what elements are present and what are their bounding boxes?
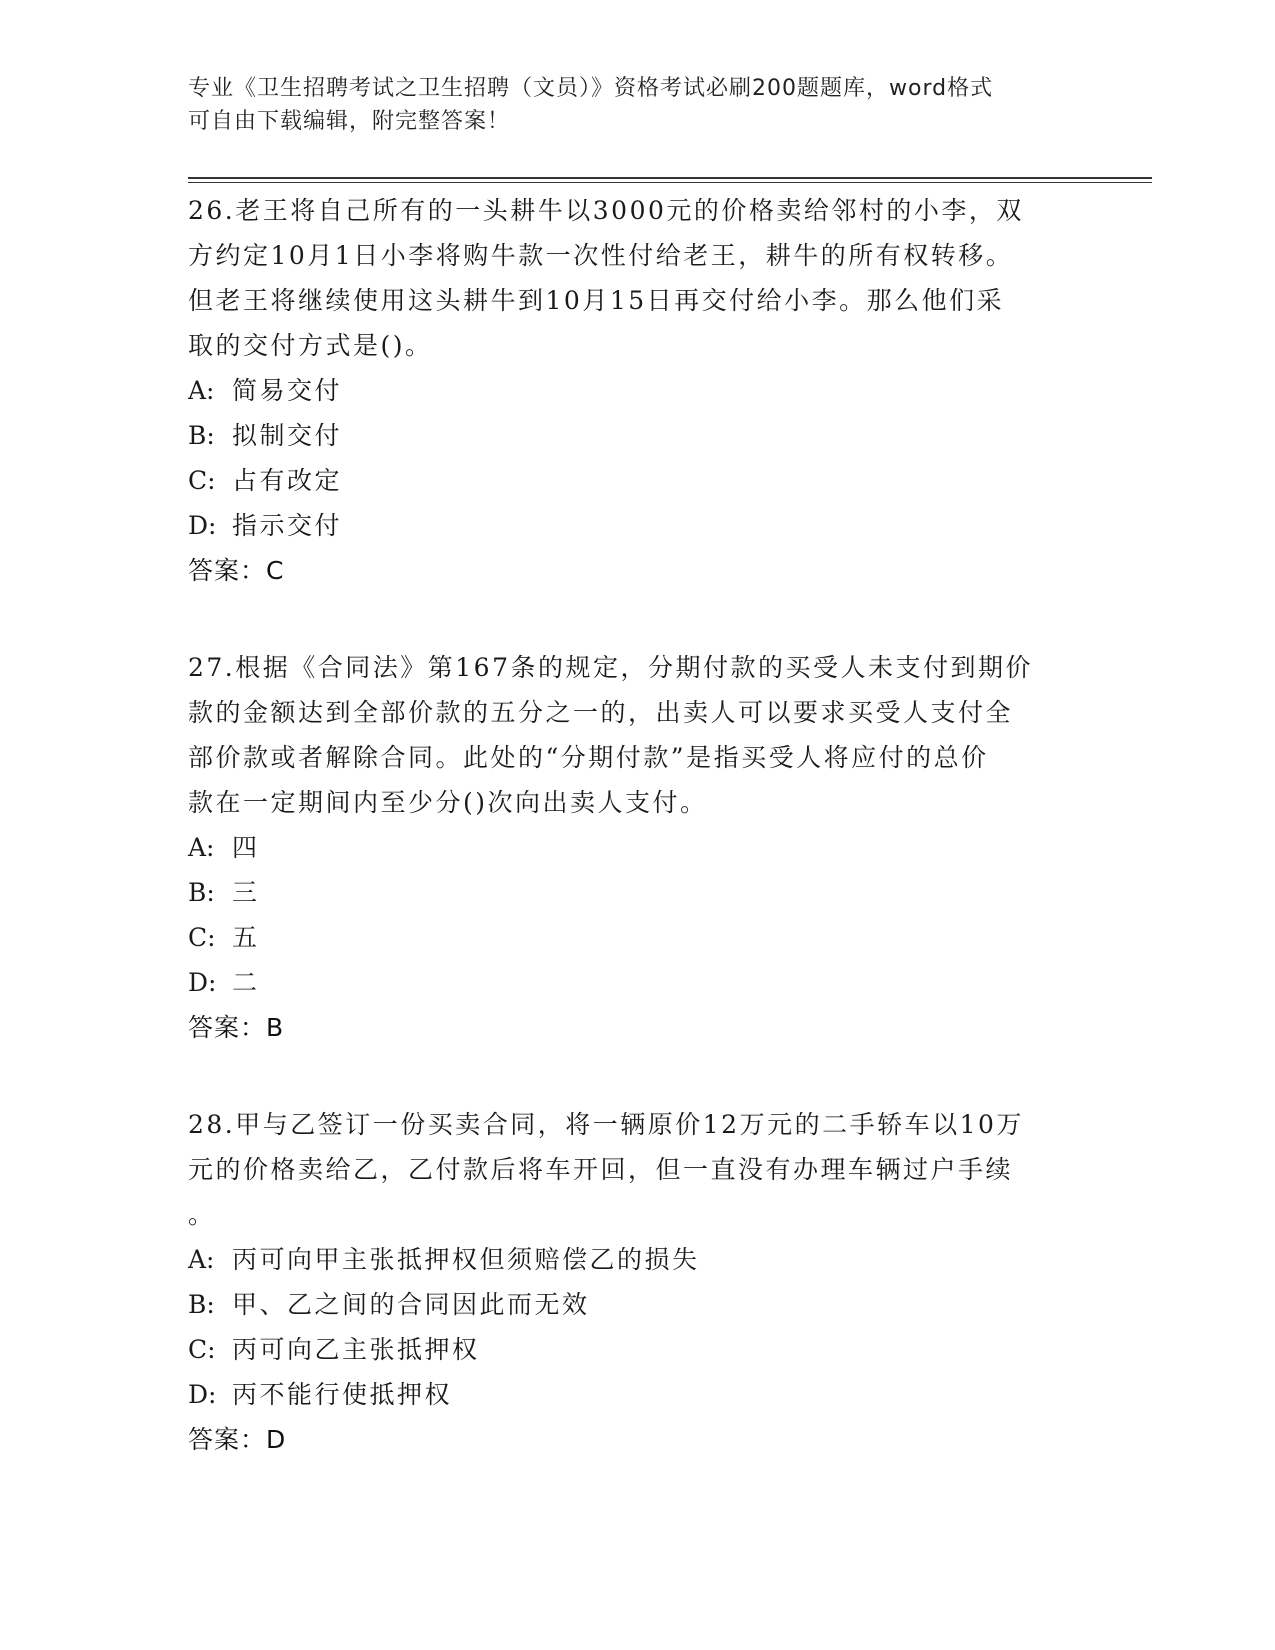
option-a xyxy=(188,368,1068,413)
option-letter: C: xyxy=(188,923,216,952)
question-stem-line: 方约定10月1日小李将购牛款一次性付给老王，耕牛的所有权转移。 xyxy=(188,241,1014,270)
option-text: 五 xyxy=(232,923,260,952)
option-c xyxy=(188,1327,1068,1372)
option-b xyxy=(188,1282,1068,1327)
option-c xyxy=(188,915,1068,960)
answer-line: 答案：C xyxy=(188,556,285,585)
question-stem-line: 28.甲与乙签订一份买卖合同，将一辆原价12万元的二手轿车以10万 xyxy=(188,1110,1024,1139)
question-27 xyxy=(188,645,1068,1050)
option-text: 四 xyxy=(232,833,260,862)
question-stem-line: 26.老王将自己所有的一头耕牛以3000元的价格卖给邻村的小李，双 xyxy=(188,196,1024,225)
answer-line: 答案：B xyxy=(188,1013,285,1042)
option-letter: B: xyxy=(188,1290,215,1319)
option-letter: B: xyxy=(188,878,215,907)
answer-line: 答案：D xyxy=(188,1425,287,1454)
option-text: 丙可向乙主张抵押权 xyxy=(232,1335,480,1364)
option-text: 三 xyxy=(232,878,260,907)
header-line-1: 专业《卫生招聘考试之卫生招聘（文员）》资格考试必刷200题题库，word格式 xyxy=(188,76,994,101)
option-letter: D: xyxy=(188,511,217,540)
option-letter: B: xyxy=(188,421,215,450)
header-line-2: 可自由下载编辑，附完整答案！ xyxy=(188,109,511,134)
question-stem-line: 27.根据《合同法》第167条的规定，分期付款的买受人未支付到期价 xyxy=(188,653,1033,682)
option-text: 丙不能行使抵押权 xyxy=(232,1380,453,1409)
option-letter: C: xyxy=(188,1335,216,1364)
option-a xyxy=(188,825,1068,870)
question-26 xyxy=(188,188,1068,593)
question-stem-line: 。 xyxy=(188,1200,216,1229)
question-stem-line: 款在一定期间内至少分()次向出卖人支付。 xyxy=(188,788,708,817)
question-stem-line: 部价款或者解除合同。此处的“分期付款”是指买受人将应付的总价 xyxy=(188,743,989,772)
question-28 xyxy=(188,1102,1068,1462)
option-text: 占有改定 xyxy=(232,466,343,495)
option-text: 拟制交付 xyxy=(232,421,343,450)
option-d xyxy=(188,960,1068,1005)
option-c xyxy=(188,458,1068,503)
option-a xyxy=(188,1237,1068,1282)
option-text: 简易交付 xyxy=(232,376,343,405)
option-text: 丙可向甲主张抵押权但须赔偿乙的损失 xyxy=(232,1245,700,1274)
option-text: 二 xyxy=(232,968,260,997)
question-stem-line: 但老王将继续使用这头耕牛到10月15日再交付给小李。那么他们采 xyxy=(188,286,1005,315)
option-letter: A: xyxy=(188,376,215,405)
option-letter: C: xyxy=(188,466,216,495)
option-letter: A: xyxy=(188,833,215,862)
header-divider-thick xyxy=(188,177,1152,179)
option-text: 甲、乙之间的合同因此而无效 xyxy=(232,1290,590,1319)
option-b xyxy=(188,413,1068,458)
option-letter: A: xyxy=(188,1245,215,1274)
option-d xyxy=(188,1372,1068,1417)
question-stem-line: 元的价格卖给乙，乙付款后将车开回，但一直没有办理车辆过户手续 xyxy=(188,1155,1014,1184)
option-b xyxy=(188,870,1068,915)
option-letter: D: xyxy=(188,968,217,997)
option-text: 指示交付 xyxy=(232,511,343,540)
option-letter: D: xyxy=(188,1380,217,1409)
option-d xyxy=(188,503,1068,548)
header-divider-thin xyxy=(188,182,1152,183)
document-header xyxy=(188,72,1088,138)
question-stem-line: 款的金额达到全部价款的五分之一的，出卖人可以要求买受人支付全 xyxy=(188,698,1014,727)
question-stem-line: 取的交付方式是()。 xyxy=(188,331,433,360)
